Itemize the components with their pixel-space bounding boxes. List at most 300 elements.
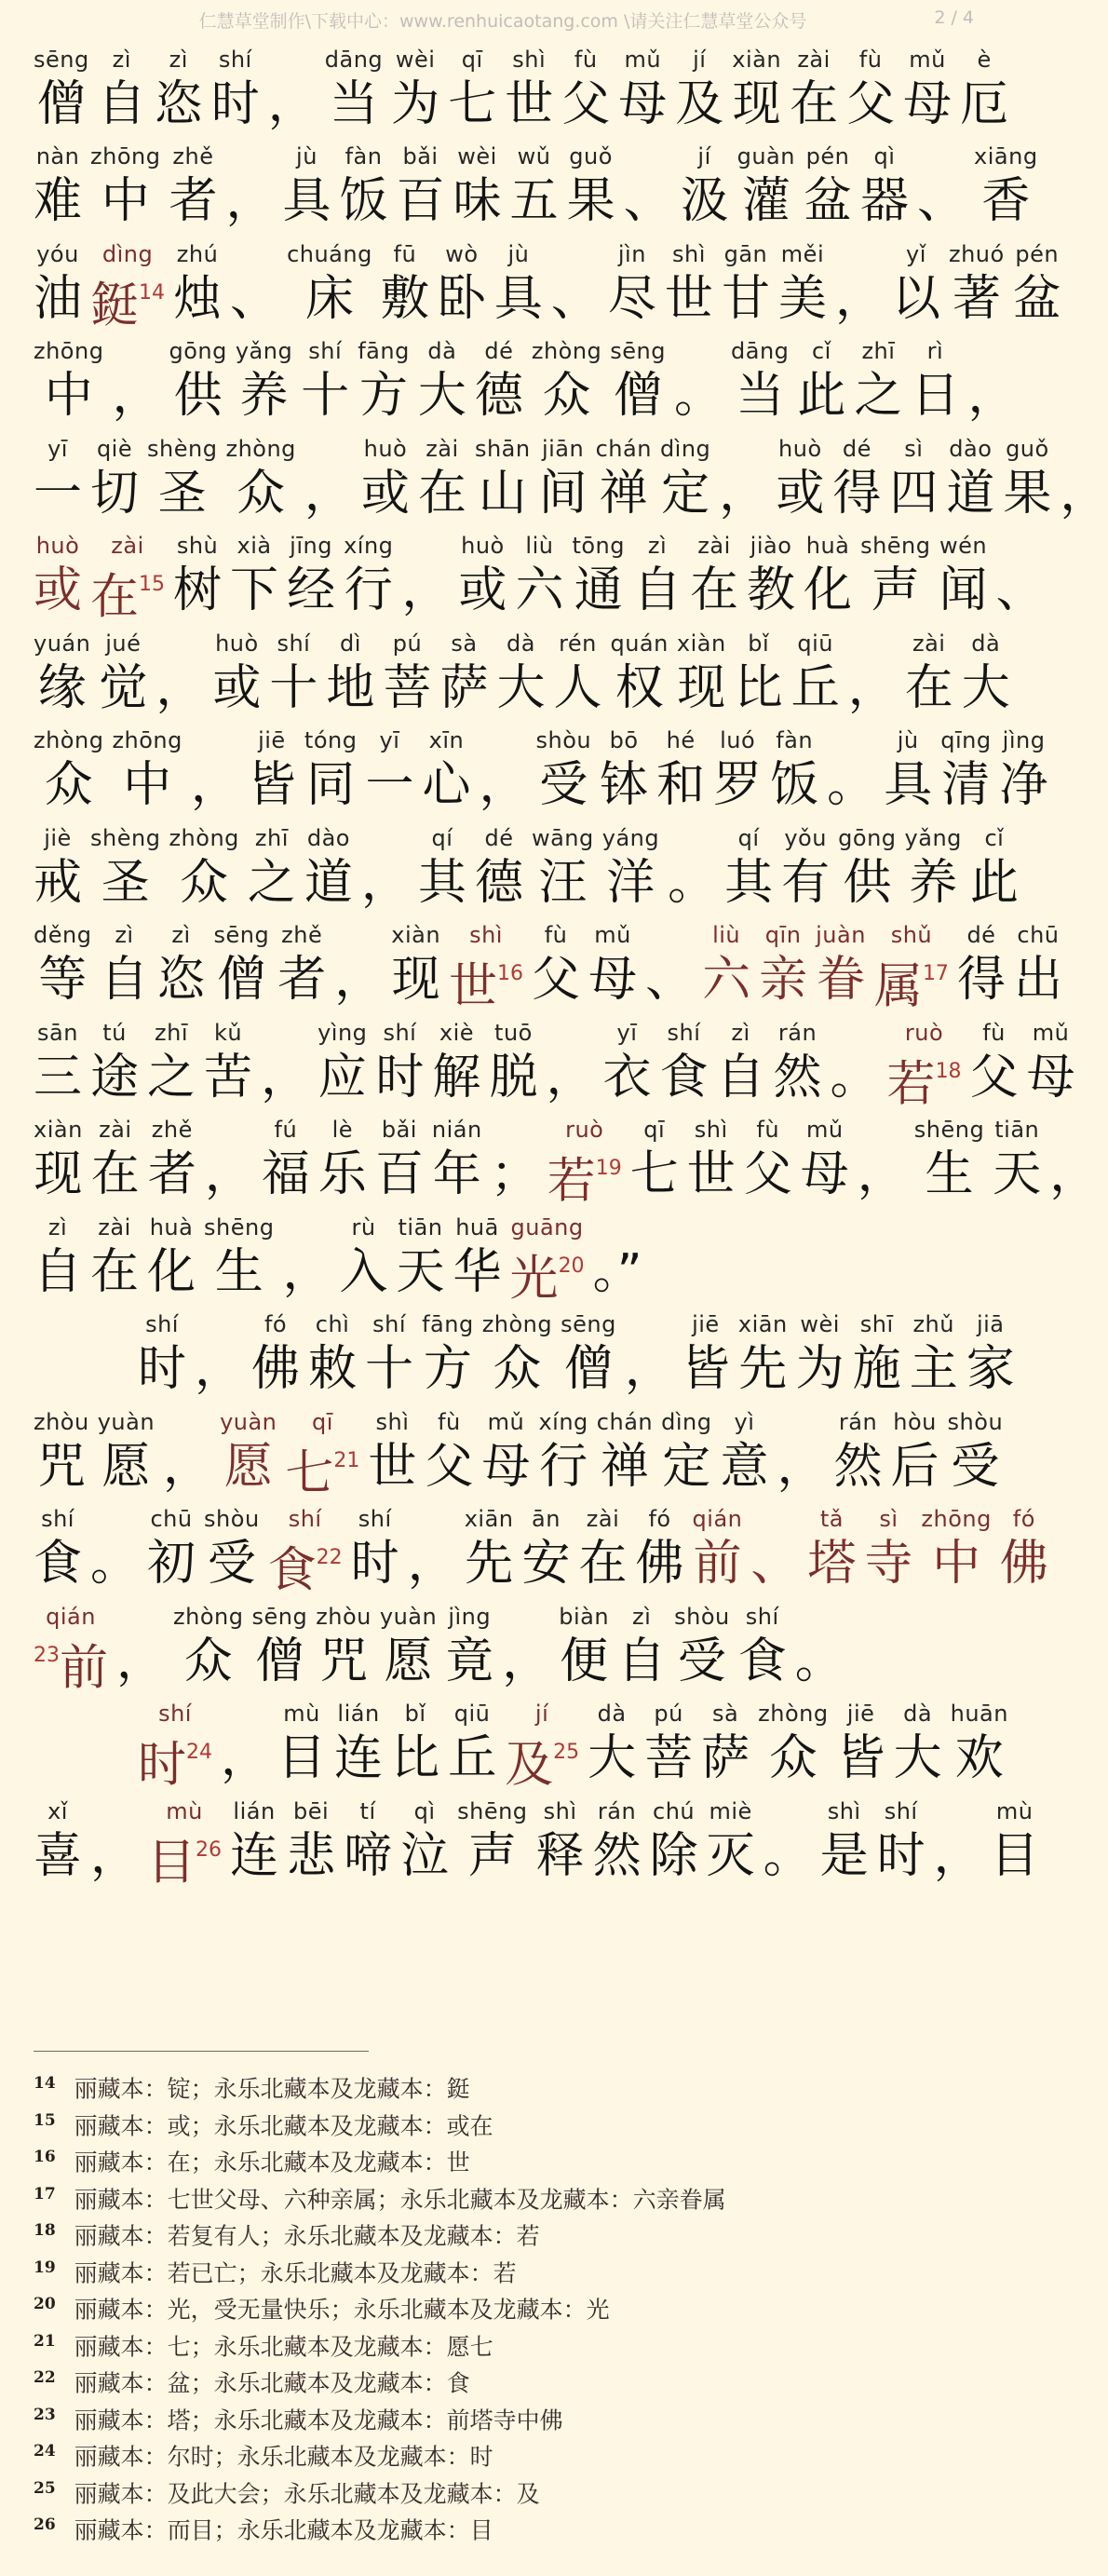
footnote-text: 丽藏本：锭；永乐北藏本及龙藏本：鋌 <box>74 2075 470 2103</box>
hanzi: 德 <box>474 368 523 424</box>
hanzi: 华 <box>453 1243 502 1300</box>
character <box>1013 240 1061 330</box>
pinyin: chū <box>150 1506 193 1532</box>
pinyin: huā <box>455 1213 499 1241</box>
pinyin: shí <box>145 1311 179 1337</box>
hanzi: 得 <box>832 465 882 522</box>
hanzi-cell <box>211 74 260 135</box>
hanzi-cell <box>180 852 228 914</box>
punctuation: 、 <box>550 270 600 327</box>
footnote-marker[interactable]: 26 <box>196 1837 223 1862</box>
variant-character <box>34 532 82 621</box>
character <box>334 1700 383 1789</box>
pinyin: qì <box>413 1797 436 1824</box>
hanzi-cell <box>37 74 86 135</box>
character <box>34 46 89 135</box>
text-line <box>34 1498 1048 1599</box>
hanzi-cell <box>574 560 623 621</box>
hanzi: 父 <box>425 1438 474 1495</box>
pinyin: pén <box>805 143 850 169</box>
pinyin: wǔ <box>517 143 551 169</box>
pinyin: jù <box>507 240 530 267</box>
punctuation: ， <box>407 1536 456 1592</box>
pinyin: gān <box>723 240 768 267</box>
hanzi: 佛 <box>635 1536 684 1592</box>
pinyin: fù <box>438 1408 461 1435</box>
punctuation: ， <box>282 1243 331 1300</box>
pinyin: bǐ <box>404 1701 426 1727</box>
character <box>532 921 580 1010</box>
hanzi-cell <box>738 1338 787 1400</box>
hanzi: 释 <box>535 1827 585 1884</box>
hanzi: 山 <box>478 465 527 522</box>
pinyin: fū <box>393 240 417 267</box>
character <box>418 337 466 427</box>
pinyin: wèi <box>395 46 436 73</box>
character <box>34 142 82 232</box>
punctuation: ， <box>1060 465 1108 522</box>
hanzi: 在 <box>90 1243 140 1300</box>
hanzi: 食 <box>737 1633 787 1689</box>
variant-character <box>509 1213 585 1307</box>
hanzi-cell <box>693 1533 741 1594</box>
hanzi: 世 <box>368 1438 417 1495</box>
hanzi-cell <box>909 852 957 914</box>
character <box>34 240 82 330</box>
hanzi-cell <box>675 74 723 135</box>
hanzi-cell <box>538 852 587 914</box>
pinyin: chuáng <box>287 240 372 267</box>
hanzi-cell <box>101 1436 150 1498</box>
hanzi: 定 <box>662 1438 711 1495</box>
pinyin: gōng <box>169 338 227 364</box>
character <box>308 1310 357 1400</box>
character <box>251 1603 307 1692</box>
footnote-marker[interactable]: 21 <box>333 1448 360 1472</box>
pinyin: yǐ <box>906 240 926 267</box>
hanzi: 卧 <box>437 270 486 327</box>
character <box>602 824 659 914</box>
pinyin: shí <box>667 1019 701 1046</box>
hanzi-cell <box>91 1144 140 1205</box>
hanzi: 养 <box>239 368 289 424</box>
hanzi-cell <box>941 754 990 816</box>
hanzi-cell <box>505 74 553 135</box>
hanzi-cell <box>98 74 146 135</box>
pinyin: pén <box>1015 240 1060 267</box>
pinyin: huò <box>35 533 80 559</box>
pinyin: dāng <box>731 338 790 364</box>
hanzi-cell <box>465 1533 513 1594</box>
pinyin: shòu <box>674 1603 730 1630</box>
character <box>34 435 82 524</box>
hanzi-cell <box>365 1338 413 1400</box>
hanzi: 果 <box>566 173 615 229</box>
character <box>790 46 838 135</box>
hanzi-cell <box>282 170 331 232</box>
footnote-marker[interactable]: 17 <box>922 962 949 985</box>
hanzi-cell <box>561 74 610 135</box>
character <box>1027 1019 1075 1108</box>
hanzi-cell <box>820 1825 869 1887</box>
hanzi-cell <box>510 170 559 232</box>
character <box>34 1116 83 1205</box>
character <box>34 921 91 1010</box>
pinyin: zì <box>47 1213 68 1241</box>
hanzi: 及 <box>675 75 724 132</box>
punctuation: ， <box>546 1049 595 1105</box>
hanzi: 香 <box>981 173 1031 229</box>
hanzi: 比 <box>734 659 783 716</box>
hanzi: 除 <box>649 1827 698 1884</box>
pinyin: yī <box>47 435 68 462</box>
character <box>358 337 410 427</box>
pinyin: zài <box>111 533 144 559</box>
hanzi: 母 <box>618 75 668 132</box>
footnote-marker[interactable]: 22 <box>316 1546 343 1569</box>
hanzi-cell <box>236 463 285 524</box>
variant-character <box>807 1505 856 1594</box>
character <box>732 46 781 135</box>
character <box>391 921 440 1010</box>
page-header <box>0 0 1006 37</box>
variant-character <box>449 921 524 1015</box>
footnote-marker[interactable]: 19 <box>595 1157 622 1180</box>
pinyin: zhuó <box>949 240 1005 267</box>
hanzi: 佛 <box>251 1341 301 1397</box>
variant-character <box>693 1505 743 1594</box>
hanzi-cell <box>662 1436 710 1498</box>
hanzi: 教 <box>747 563 796 618</box>
footnote-text: 丽藏本：而目；永乐北藏本及龙藏本：目 <box>74 2516 493 2544</box>
hanzi: 五 <box>509 173 559 229</box>
hanzi: 饭 <box>770 757 819 813</box>
pinyin: rù <box>351 1213 376 1241</box>
hanzi: 母 <box>481 1438 531 1495</box>
character <box>287 240 372 330</box>
hanzi: 然 <box>833 1438 883 1495</box>
pinyin: jiē <box>846 1701 875 1727</box>
character <box>596 435 652 524</box>
footnote-number: 15 <box>34 2110 56 2130</box>
hanzi-cell <box>267 1533 343 1599</box>
hanzi-cell <box>843 852 891 914</box>
pinyin: zài <box>586 1506 620 1532</box>
hanzi: 目 <box>277 1730 327 1786</box>
hanzi: 大 <box>417 368 466 424</box>
pinyin: shì <box>512 46 547 73</box>
pinyin: fù <box>982 1019 1006 1046</box>
character <box>701 1700 750 1789</box>
character <box>561 1310 616 1400</box>
hanzi-cell <box>304 852 353 914</box>
hanzi: 生 <box>214 1243 263 1300</box>
hanzi: 中 <box>101 173 150 229</box>
hanzi-cell <box>277 1728 326 1789</box>
pinyin: shēng <box>204 1213 275 1241</box>
footnote-marker[interactable]: 15 <box>139 573 166 596</box>
pinyin: lián <box>233 1797 276 1824</box>
hanzi-cell <box>340 170 388 232</box>
hanzi-cell <box>287 560 335 621</box>
pinyin: bō <box>609 727 639 753</box>
hanzi-cell <box>148 1144 196 1205</box>
footnote-marker[interactable]: 20 <box>558 1254 585 1278</box>
character <box>98 1408 155 1498</box>
pinyin: shí <box>277 630 311 657</box>
hanzi: 味 <box>453 173 502 229</box>
hanzi-cell <box>539 1436 588 1498</box>
character <box>951 1700 1008 1789</box>
punctuation: 、 <box>995 563 1045 618</box>
character <box>665 240 713 330</box>
variant-character <box>702 921 750 1010</box>
pinyin: jiā <box>976 1311 1005 1337</box>
hanzi-cell <box>742 170 790 232</box>
hanzi: 著 <box>952 270 1001 327</box>
character <box>365 726 413 816</box>
hanzi: 罗 <box>713 757 763 813</box>
punctuation: ， <box>195 1341 244 1397</box>
hanzi: 行 <box>344 563 393 618</box>
variant-character <box>34 1603 109 1696</box>
hanzi-cell <box>45 754 93 816</box>
pinyin: ruò <box>904 1019 944 1046</box>
pinyin: zhě <box>172 143 214 169</box>
hanzi: 声 <box>467 1827 517 1884</box>
character <box>277 1700 326 1789</box>
hanzi-cell <box>834 1436 883 1498</box>
character <box>489 1019 537 1108</box>
punctuation: ， <box>225 173 275 229</box>
pinyin: pú <box>392 630 423 657</box>
pinyin: shí <box>308 338 343 364</box>
hanzi: 父 <box>532 952 581 1008</box>
hanzi-cell <box>678 1631 726 1692</box>
character <box>204 1213 274 1303</box>
hanzi-cell <box>468 1825 517 1887</box>
pinyin: dāng <box>324 46 384 73</box>
character <box>610 337 666 427</box>
hanzi: 施 <box>852 1341 901 1397</box>
hanzi-cell <box>204 1047 252 1108</box>
pinyin: wāng <box>531 824 594 851</box>
hanzi-cell <box>90 268 166 333</box>
character <box>453 142 502 232</box>
hanzi-cell <box>854 365 902 427</box>
hanzi-cell <box>644 1728 693 1789</box>
pinyin: qiè <box>96 435 133 462</box>
hanzi: 和 <box>656 757 706 813</box>
pinyin: shì <box>375 1408 410 1435</box>
hanzi: 中 <box>44 368 93 424</box>
footnote-marker[interactable]: 14 <box>139 280 166 305</box>
character <box>776 435 824 524</box>
hanzi: 鋌 <box>90 277 140 333</box>
pinyin: zhú <box>176 240 219 267</box>
pinyin: rán <box>597 1797 637 1824</box>
pinyin: cǐ <box>984 824 1005 851</box>
character <box>287 1797 335 1887</box>
character <box>301 337 349 427</box>
pinyin: shí <box>383 1019 417 1046</box>
footnote-marker[interactable]: 23 <box>34 1643 60 1667</box>
hanzi: 或 <box>360 465 410 522</box>
pinyin: sēng <box>561 1311 616 1337</box>
hanzi: 意 <box>720 1438 769 1495</box>
hanzi: 丘 <box>790 659 840 716</box>
character <box>588 921 637 1010</box>
hanzi-cell <box>579 1533 628 1594</box>
pinyin: jiào <box>750 533 792 559</box>
text-line <box>34 1692 1008 1794</box>
character <box>834 1408 883 1498</box>
hanzi: 眷 <box>817 952 866 1008</box>
character <box>230 1797 278 1887</box>
hanzi-cell <box>479 463 527 524</box>
hanzi-cell <box>602 1047 651 1108</box>
character <box>475 435 531 524</box>
pinyin: xǐ <box>47 1797 68 1824</box>
hanzi-cell <box>860 170 909 232</box>
hanzi-cell <box>1027 1047 1075 1108</box>
hanzi-cell <box>778 268 827 330</box>
character <box>804 532 852 621</box>
character <box>553 630 601 719</box>
hanzi-cell <box>614 365 662 427</box>
hanzi-cell <box>733 74 781 135</box>
pinyin: jué <box>105 630 142 657</box>
hanzi: 属 <box>873 958 923 1015</box>
pinyin: pú <box>654 1701 683 1727</box>
hanzi-cell <box>807 1533 856 1594</box>
hanzi-cell <box>588 1728 636 1789</box>
hanzi: 在 <box>90 1146 140 1202</box>
character <box>169 337 226 427</box>
hanzi-cell <box>230 1825 278 1887</box>
pinyin: děng <box>34 922 92 948</box>
hanzi-cell <box>1013 268 1061 330</box>
footnote-number: 16 <box>34 2148 56 2166</box>
punctuation: ， <box>967 368 1017 424</box>
hanzi: 烛 <box>173 270 223 327</box>
hanzi: 心 <box>422 757 471 813</box>
hanzi-cell <box>687 1144 736 1205</box>
character <box>34 1019 82 1108</box>
pinyin: jīng <box>290 533 332 559</box>
hanzi-cell <box>173 560 222 621</box>
hanzi: 食 <box>659 1049 709 1105</box>
footnote-marker[interactable]: 16 <box>497 962 524 985</box>
pinyin: fó <box>1012 1506 1035 1532</box>
punctuation: ， <box>479 757 528 813</box>
character <box>91 1116 140 1205</box>
hanzi: 自 <box>100 952 149 1008</box>
punctuation: ， <box>360 854 410 911</box>
character <box>418 824 466 914</box>
pinyin: lián <box>337 1701 380 1727</box>
character <box>287 532 335 621</box>
character <box>340 142 388 232</box>
footnote-text: 丽藏本：塔；永乐北藏本及龙藏本：前塔寺中佛 <box>74 2406 563 2434</box>
hanzi-cell <box>344 1825 392 1887</box>
hanzi: 切 <box>90 465 140 522</box>
pinyin: dé <box>842 435 872 462</box>
pinyin: qīng <box>940 727 992 753</box>
hanzi: 受 <box>677 1633 726 1689</box>
punctuation: 。 <box>827 757 876 813</box>
hanzi-cell <box>993 1144 1041 1205</box>
hanzi-cell <box>365 754 413 816</box>
hanzi: 愿 <box>223 1438 273 1495</box>
pinyin: mù <box>995 1797 1034 1824</box>
pinyin: tiān <box>994 1117 1040 1143</box>
hanzi-cell <box>889 463 938 524</box>
hanzi-cell <box>391 1728 439 1789</box>
pinyin: jiān <box>541 435 585 462</box>
footnote-marker[interactable]: 25 <box>553 1741 580 1764</box>
pinyin: liù <box>525 533 554 559</box>
hanzi: 世 <box>664 270 713 327</box>
hanzi-cell <box>957 949 1006 1010</box>
pinyin: bēi <box>292 1797 330 1824</box>
character <box>432 1019 480 1108</box>
hanzi: 闻 <box>939 563 988 618</box>
footnote-marker[interactable]: 24 <box>186 1741 213 1764</box>
hanzi: 现 <box>732 75 781 132</box>
character <box>204 1505 260 1594</box>
hanzi-cell <box>774 1047 822 1108</box>
character <box>318 1116 367 1205</box>
text-line <box>34 1400 1004 1501</box>
punctuation: ， <box>847 659 897 716</box>
pinyin: zhī <box>861 338 896 364</box>
punctuation: 。 <box>830 1049 879 1105</box>
hanzi: 若 <box>547 1153 596 1210</box>
hanzi-cell <box>493 1338 541 1400</box>
hanzi: 汪 <box>538 854 588 911</box>
hanzi: 萨 <box>701 1730 750 1786</box>
pinyin: qīn <box>764 922 802 948</box>
character <box>494 240 543 330</box>
text-line <box>34 816 1019 914</box>
hanzi-cell <box>593 1825 642 1887</box>
hanzi: 受 <box>539 757 588 813</box>
footnote <box>34 2176 965 2214</box>
footnote-divider <box>34 2051 369 2052</box>
hanzi-cell <box>553 658 601 719</box>
hanzi-cell <box>776 463 824 524</box>
character <box>236 337 292 427</box>
hanzi: 咒 <box>36 1438 86 1495</box>
text-line <box>34 524 1045 626</box>
hanzi-cell <box>34 1631 109 1696</box>
hanzi-cell <box>397 170 445 232</box>
character <box>781 824 830 914</box>
pinyin: dì <box>339 630 361 657</box>
hanzi: 父 <box>561 75 611 132</box>
hanzi-cell <box>1003 463 1051 524</box>
hanzi: 具 <box>282 173 331 229</box>
pinyin: tōng <box>572 533 625 559</box>
pinyin: jí <box>697 143 711 169</box>
hanzi: 间 <box>538 465 588 522</box>
character <box>538 1408 588 1498</box>
hanzi-cell <box>837 1728 885 1789</box>
footnote-marker[interactable]: 18 <box>935 1059 962 1083</box>
punctuation: ， <box>267 75 317 132</box>
hanzi-cell <box>262 1144 310 1205</box>
